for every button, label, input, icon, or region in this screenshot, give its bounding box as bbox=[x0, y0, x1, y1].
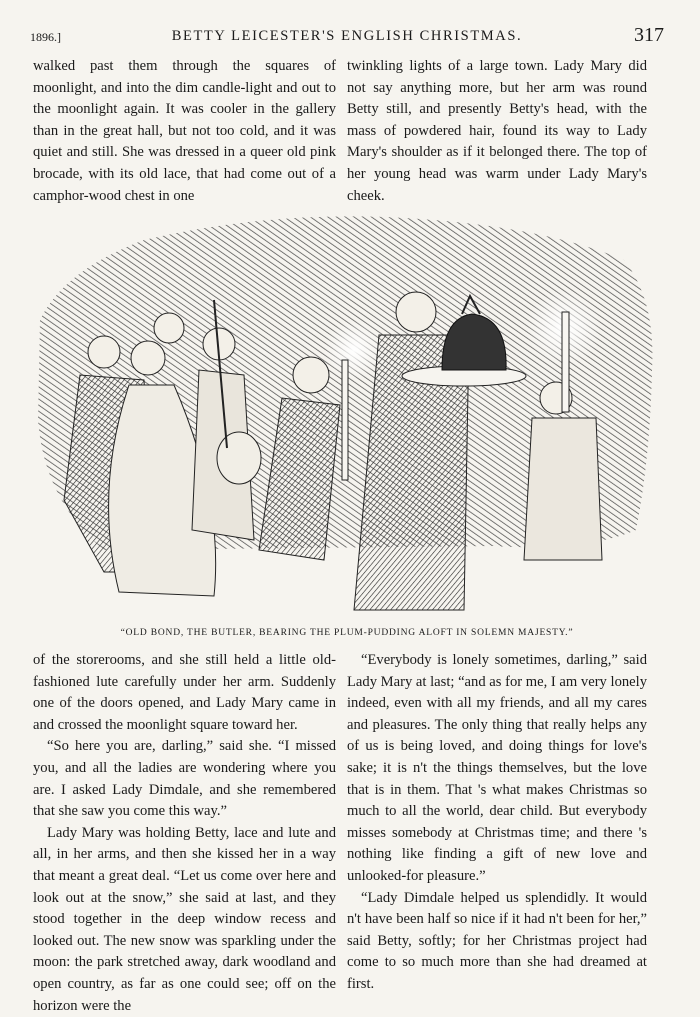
header-title: BETTY LEICESTER'S ENGLISH CHRISTMAS. bbox=[171, 28, 523, 44]
page-number: 317 bbox=[634, 24, 664, 46]
bottom-left-column bbox=[33, 650, 336, 1017]
paragraph: “So here you are, darling,” said she. “I missed you, and all the ladies are wondering where you are. I asked Lady Dimdale, and she remembered that she saw you come this way.” bbox=[33, 738, 336, 820]
header-year: 1896.] bbox=[30, 30, 61, 44]
paragraph: “Everybody is lonely sometimes, darling,” said Lady Mary at last; “and as for me, I am very lonely indeed, even with all my friends, and all my cares and pleasures. The only thing that really helps any of us is being loved, and doing things for love's sake; it is n't the things themselves, but the love that is in them. That 's what makes Christmas so much to all the world, dear child. But everybody misses somebody at Christmas time; and there 's nothing like finding a gift of new love and unlooked-for pleasure.” bbox=[347, 652, 647, 884]
paragraph: twinkling lights of a large town. Lady Mary did not say anything more, but her arm was round Betty still, and presently Betty's head, with the mass of powdered hair, found its way to Lady Mary's shoulder as if it belonged there. The top of her young head was warm under Lady Mary's cheek. bbox=[347, 58, 647, 204]
top-right-column bbox=[347, 56, 647, 207]
paragraph: “Lady Dimdale helped us splendidly. It would n't have been half so nice if it had n't been for her,” said Betty, softly; for her Christmas project had come to so much more than she had dreamed at first. bbox=[347, 889, 647, 992]
illustration-caption: “OLD BOND, THE BUTLER, BEARING THE PLUM-PUDDING ALOFT IN SOLEMN MAJESTY.” bbox=[120, 628, 574, 638]
bottom-right-column bbox=[347, 650, 647, 996]
paragraph: Lady Mary was holding Betty, lace and lute and all, in her arms, and then she kissed her in a way that meant a great deal. “Let us come over here and look out at the snow,” she said at last, and they stood together in the deep window recess and looked out. The new snow was sparkling under the moon: the park stretched away, dark woodland and open country, as far as one could see; off on the horizon were the bbox=[33, 824, 336, 1014]
paragraph: of the storerooms, and she still held a little old-fashioned lute carefully under her arm. Suddenly one of the doors opened, and Lady Mary came in and crossed the moonlight square toward her. bbox=[33, 652, 336, 733]
running-header bbox=[30, 26, 664, 48]
top-left-column bbox=[33, 56, 336, 207]
paragraph: walked past them through the squares of moonlight, and into the dim candle-light and out to the moonlight again. It was cooler in the gallery than in the great hall, but not too cold, and it was quiet and still. She was dressed in a queer old pink brocade, with its old lace, that had come out of a camphor-wood chest in one bbox=[33, 58, 336, 204]
illustration-procession bbox=[24, 200, 664, 620]
